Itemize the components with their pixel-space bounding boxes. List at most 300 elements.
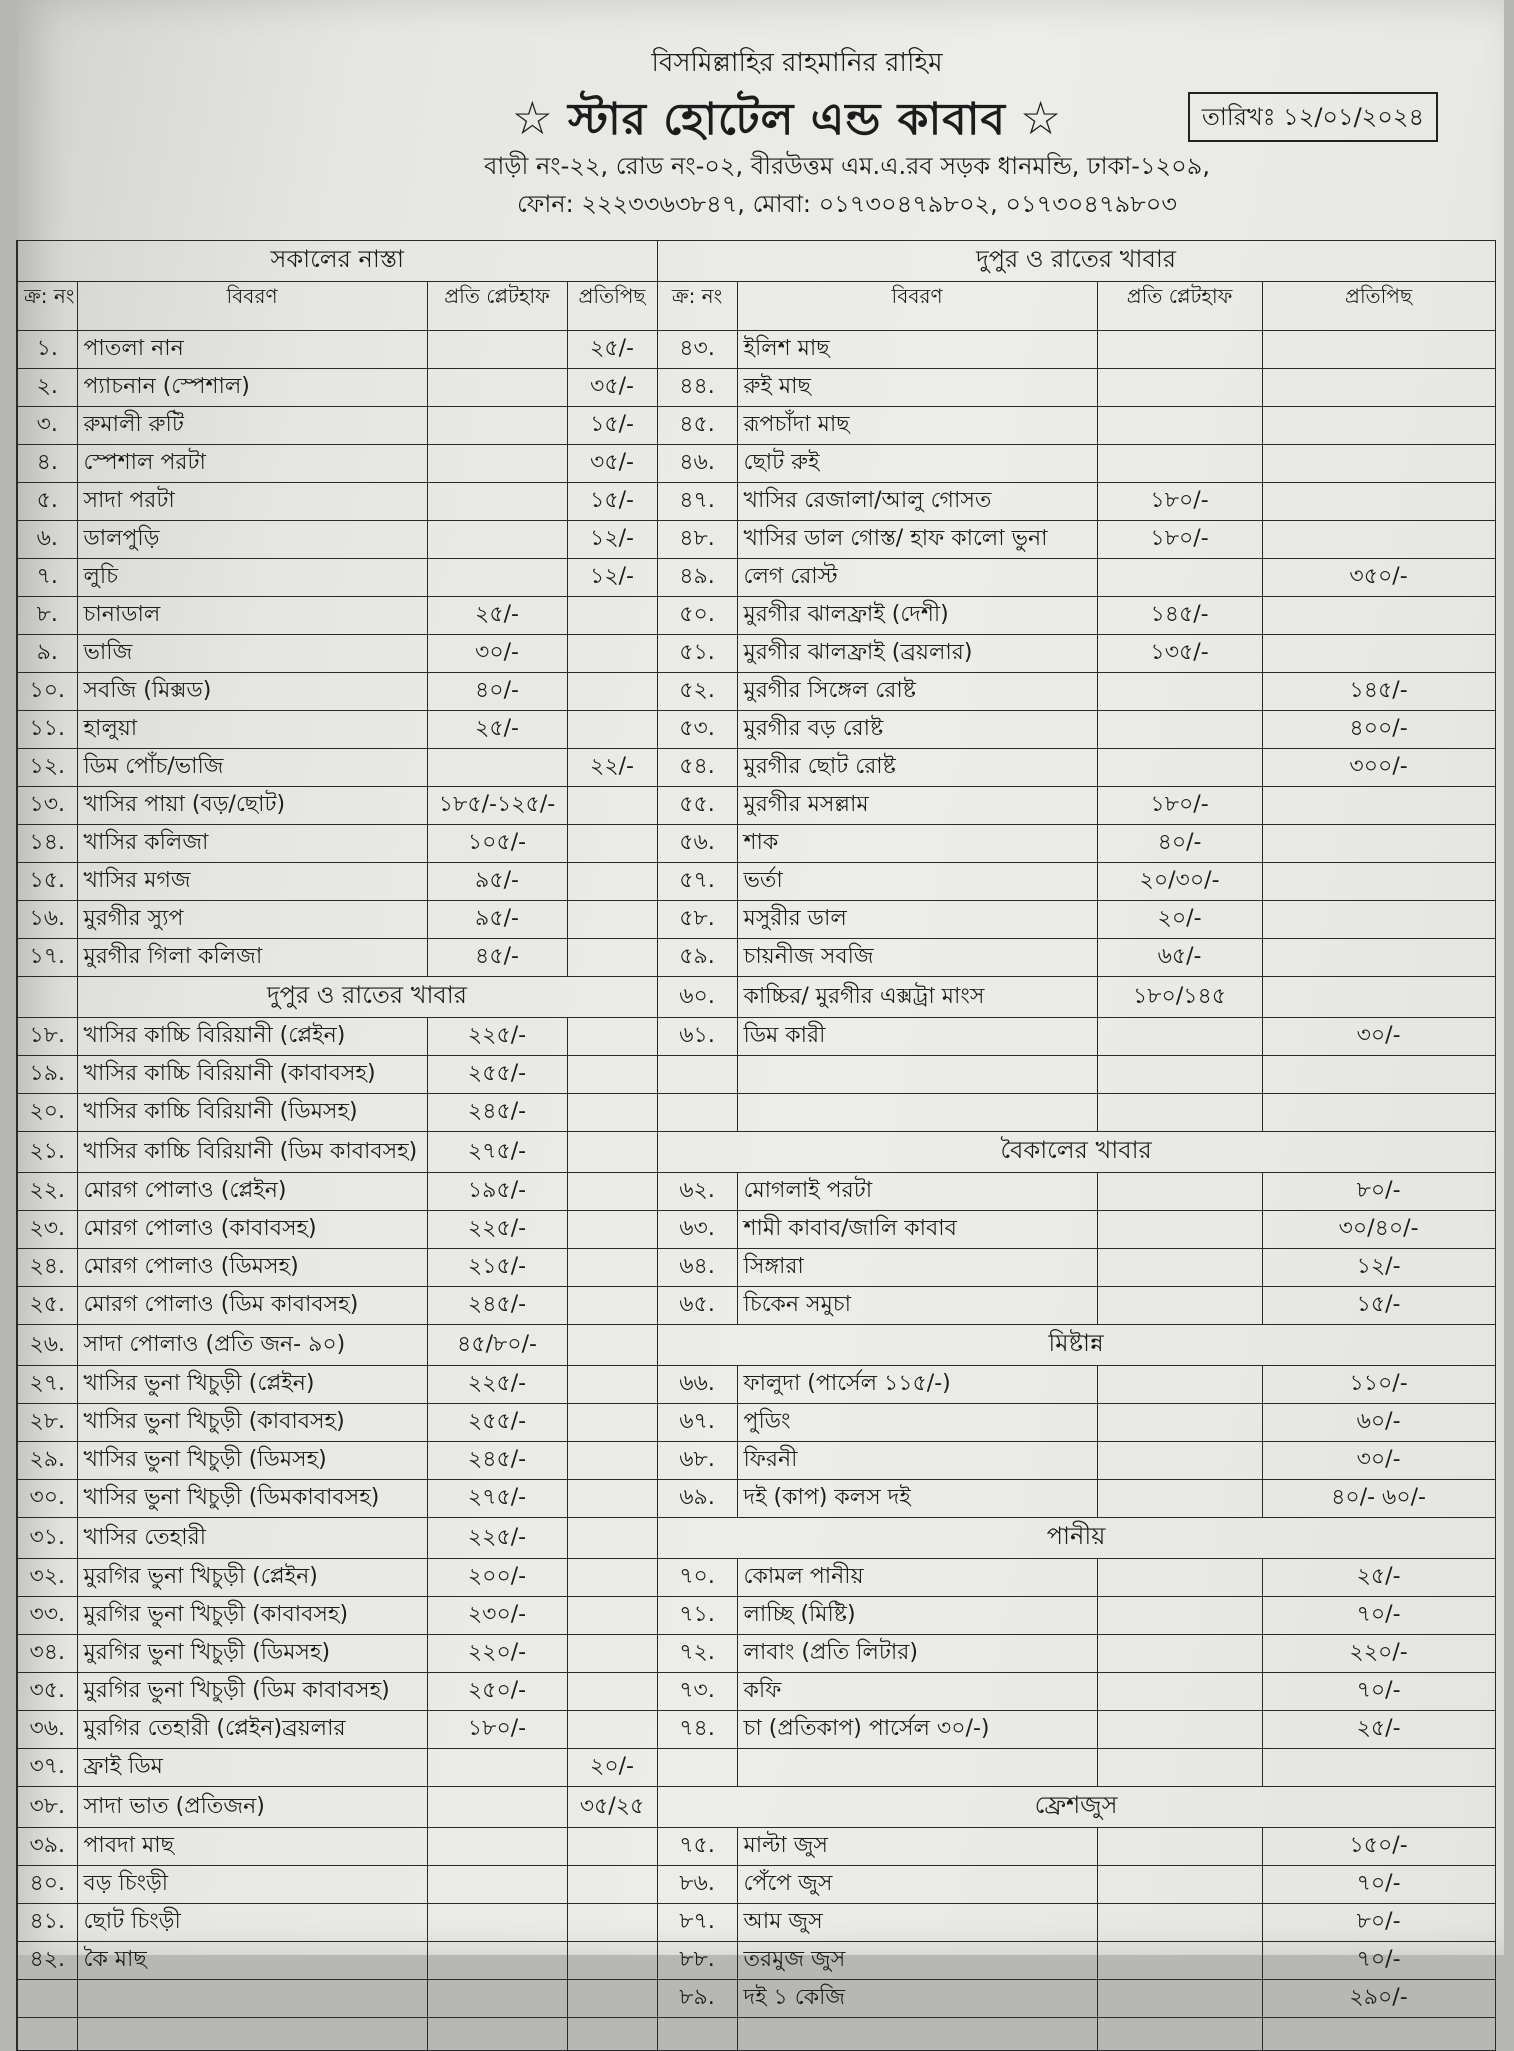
price-per-plate <box>427 521 567 559</box>
price-per-piece <box>567 1018 657 1056</box>
price-per-plate-right <box>1097 1249 1262 1287</box>
blank-cell <box>77 2018 427 2051</box>
price-per-plate: ২৫৫/- <box>427 1056 567 1094</box>
item-number-right: ৭৩. <box>657 1673 737 1711</box>
item-name-right: লেগ রোস্ট <box>737 559 1097 597</box>
price-per-piece <box>567 635 657 673</box>
bismillah-line: বিসমিল্লাহির রাহমানির রাহিম <box>651 48 943 78</box>
blank-row <box>17 2018 1495 2051</box>
menu-row <box>17 1094 1495 1132</box>
item-name: ডিম পোঁচ/ভাজি <box>77 749 427 787</box>
item-name-right: ফিরনী <box>737 1442 1097 1480</box>
price-per-piece-right <box>1262 1094 1495 1132</box>
price-per-piece-right <box>1262 369 1495 407</box>
section-header-row <box>17 241 1495 282</box>
item-number: ১৯. <box>17 1056 77 1094</box>
price-per-plate-right <box>1097 331 1262 369</box>
menu-row <box>17 1828 1495 1866</box>
price-per-piece: ৩৫/- <box>567 445 657 483</box>
price-per-piece-right: ৬০/- <box>1262 1404 1495 1442</box>
menu-row <box>17 559 1495 597</box>
item-name-right: মুরগীর বড় রোষ্ট <box>737 711 1097 749</box>
price-per-piece <box>567 1828 657 1866</box>
price-per-piece-right: ৮০/- <box>1262 1173 1495 1211</box>
address: বাড়ী নং-২২, রোড নং-০২, বীরউত্তম এম.এ.রব সড়ক ধানমন্ডি, ঢাকা-১২০৯, <box>484 152 1210 180</box>
price-per-plate-right <box>1097 1942 1262 1980</box>
price-per-plate-right <box>1097 445 1262 483</box>
menu-row <box>17 1132 1495 1173</box>
item-number-right: ৬৫. <box>657 1287 737 1325</box>
price-per-plate: ৩০/- <box>427 635 567 673</box>
price-per-plate-right: ৪০/- <box>1097 825 1262 863</box>
item-name: হালুয়া <box>77 711 427 749</box>
menu-row <box>17 1597 1495 1635</box>
price-per-plate: ২৫৫/- <box>427 1404 567 1442</box>
price-per-piece-right: ৩০/- <box>1262 1018 1495 1056</box>
item-name: মুরগীর স্যুপ <box>77 901 427 939</box>
price-per-plate-right: ২০/৩০/- <box>1097 863 1262 901</box>
price-per-plate-right <box>1097 1559 1262 1597</box>
item-number: ২৭. <box>17 1366 77 1404</box>
item-number-right: ৫৮. <box>657 901 737 939</box>
item-name: মোরগ পোলাও (ডিম কাবাবসহ) <box>77 1287 427 1325</box>
item-name-right: ফালুদা (পার্সেল ১১৫/-) <box>737 1366 1097 1404</box>
item-name: খাসির কলিজা <box>77 825 427 863</box>
menu-row <box>17 787 1495 825</box>
item-name-right: শাক <box>737 825 1097 863</box>
item-number: ৩১. <box>17 1518 77 1559</box>
price-per-piece-right <box>1262 445 1495 483</box>
item-number: ৩০. <box>17 1480 77 1518</box>
price-per-piece-right: ৭০/- <box>1262 1673 1495 1711</box>
item-number-right: ৮৯. <box>657 1980 737 2018</box>
item-name: পাবদা মাছ <box>77 1828 427 1866</box>
menu-row <box>17 1325 1495 1366</box>
price-per-piece-right: ১২/- <box>1262 1249 1495 1287</box>
price-per-plate: ২৪৫/- <box>427 1442 567 1480</box>
price-per-plate <box>427 559 567 597</box>
section-breakfast: সকালের নাস্তা <box>17 241 657 282</box>
item-name-right: কাচ্চির/ মুরগীর এক্সট্রা মাংস <box>737 977 1097 1018</box>
item-name-right: দই ১ কেজি <box>737 1980 1097 2018</box>
price-per-plate-right <box>1097 673 1262 711</box>
item-number-right: ৬২. <box>657 1173 737 1211</box>
price-per-piece: ২৫/- <box>567 331 657 369</box>
price-per-piece <box>567 1366 657 1404</box>
price-per-plate-right <box>1097 1635 1262 1673</box>
menu-row <box>17 1404 1495 1442</box>
item-name-right: কোমল পানীয় <box>737 1559 1097 1597</box>
menu-row <box>17 711 1495 749</box>
price-per-piece-right: ১৫০/- <box>1262 1828 1495 1866</box>
item-number-right: ৫৬. <box>657 825 737 863</box>
price-per-piece-right <box>1262 331 1495 369</box>
price-per-plate: ২২৫/- <box>427 1211 567 1249</box>
item-number: ১৩. <box>17 787 77 825</box>
price-per-piece <box>567 1866 657 1904</box>
item-name-right: চিকেন সমুচা <box>737 1287 1097 1325</box>
item-number-right: ৭০. <box>657 1559 737 1597</box>
item-name: খাসির ভুনা খিচুড়ী (প্লেইন) <box>77 1366 427 1404</box>
menu-row <box>17 597 1495 635</box>
price-per-plate <box>427 1866 567 1904</box>
menu-row <box>17 1480 1495 1518</box>
menu-row <box>17 673 1495 711</box>
item-number-right: ৪৪. <box>657 369 737 407</box>
price-per-plate-right <box>1097 407 1262 445</box>
price-per-piece-right: ৩০/৪০/- <box>1262 1211 1495 1249</box>
item-number-right <box>657 1749 737 1787</box>
price-per-piece <box>567 825 657 863</box>
price-per-piece <box>567 711 657 749</box>
price-per-plate-right <box>1097 1094 1262 1132</box>
menu-row <box>17 1287 1495 1325</box>
price-per-piece-right: ২৯০/- <box>1262 1980 1495 2018</box>
item-number: ৩৮. <box>17 1787 77 1828</box>
section-title-left: দুপুর ও রাতের খাবার <box>77 977 657 1018</box>
price-per-plate-right <box>1097 1018 1262 1056</box>
menu-row <box>17 1673 1495 1711</box>
price-per-piece <box>567 1597 657 1635</box>
price-per-piece <box>567 1673 657 1711</box>
price-per-plate: ২২০/- <box>427 1635 567 1673</box>
menu-row <box>17 1749 1495 1787</box>
price-per-plate-right <box>1097 1366 1262 1404</box>
item-number: ২. <box>17 369 77 407</box>
item-number: ৬. <box>17 521 77 559</box>
price-per-piece-right: ২৫/- <box>1262 1559 1495 1597</box>
item-name: মুরগির ভুনা খিচুড়ী (ডিমসহ) <box>77 1635 427 1673</box>
item-number-right: ৬৯. <box>657 1480 737 1518</box>
item-number-right: ৭১. <box>657 1597 737 1635</box>
price-per-piece <box>567 787 657 825</box>
item-number: ২৮. <box>17 1404 77 1442</box>
price-per-plate: ২২৫/- <box>427 1366 567 1404</box>
menu-row <box>17 939 1495 977</box>
item-name: সাদা ভাত (প্রতিজন) <box>77 1787 427 1828</box>
item-number-right: ৬৭. <box>657 1404 737 1442</box>
menu-table <box>16 240 1496 2051</box>
price-per-piece-right: ৩০/- <box>1262 1442 1495 1480</box>
item-name: মোরগ পোলাও (কাবাবসহ) <box>77 1211 427 1249</box>
item-number-right: ৪৯. <box>657 559 737 597</box>
price-per-plate: ২৫০/- <box>427 1673 567 1711</box>
section-title-right: পানীয় <box>657 1518 1495 1559</box>
item-number-right: ৫৩. <box>657 711 737 749</box>
item-name-right: ভর্তা <box>737 863 1097 901</box>
item-name-right: ছোট রুই <box>737 445 1097 483</box>
item-number-right: ৫০. <box>657 597 737 635</box>
menu-row <box>17 1942 1495 1980</box>
item-number: ১০. <box>17 673 77 711</box>
item-number-right: ৫৯. <box>657 939 737 977</box>
item-name: খাসির ভুনা খিচুড়ী (ডিমকাবাবসহ) <box>77 1480 427 1518</box>
item-name: খাসির পায়া (বড়/ছোট) <box>77 787 427 825</box>
price-per-plate-right <box>1097 1828 1262 1866</box>
item-name-right: মুরগীর সিঙ্গেল রোষ্ট <box>737 673 1097 711</box>
item-number: ২৩. <box>17 1211 77 1249</box>
item-name-right: দই (কাপ) কলস দই <box>737 1480 1097 1518</box>
price-per-piece <box>567 1442 657 1480</box>
item-name: পাতলা নান <box>77 331 427 369</box>
price-per-piece: ১২/- <box>567 521 657 559</box>
item-name-right: সিঙ্গারা <box>737 1249 1097 1287</box>
item-number-right: ৫৪. <box>657 749 737 787</box>
item-name: মুরগির ভুনা খিচুড়ী (প্লেইন) <box>77 1559 427 1597</box>
item-name-right: মুরগীর ঝালফ্রাই (ব্রয়লার) <box>737 635 1097 673</box>
item-name-right: ইলিশ মাছ <box>737 331 1097 369</box>
price-per-plate-right <box>1097 1404 1262 1442</box>
price-per-plate: ৪৫/- <box>427 939 567 977</box>
menu-row <box>17 1366 1495 1404</box>
item-number: ২০. <box>17 1094 77 1132</box>
item-number: ১৬. <box>17 901 77 939</box>
item-name: সাদা পোলাও (প্রতি জন- ৯০) <box>77 1325 427 1366</box>
item-name-right: মোগলাই পরটা <box>737 1173 1097 1211</box>
item-name: ভাজি <box>77 635 427 673</box>
item-number: ৩৪. <box>17 1635 77 1673</box>
item-number-right: ৪৬. <box>657 445 737 483</box>
price-per-plate: ৯৫/- <box>427 901 567 939</box>
item-number-right: ৬০. <box>657 977 737 1018</box>
price-per-plate: ১৮০/- <box>427 1711 567 1749</box>
item-name-right: খাসির রেজালা/আলু গোসত <box>737 483 1097 521</box>
item-number: ৩৭. <box>17 1749 77 1787</box>
column-header-row <box>17 282 1495 331</box>
blank-cell <box>737 2018 1097 2051</box>
item-number-right: ৭৪. <box>657 1711 737 1749</box>
item-number-right: ৫১. <box>657 635 737 673</box>
price-per-piece <box>567 1325 657 1366</box>
menu-row <box>17 863 1495 901</box>
menu-row <box>17 635 1495 673</box>
item-number-right: ৫২. <box>657 673 737 711</box>
price-per-piece <box>567 597 657 635</box>
section-lunch-dinner: দুপুর ও রাতের খাবার <box>657 241 1495 282</box>
item-name: খাসির ভুনা খিচুড়ী (ডিমসহ) <box>77 1442 427 1480</box>
menu-row <box>17 369 1495 407</box>
price-per-plate: ৪৫/৮০/- <box>427 1325 567 1366</box>
price-per-plate <box>427 1787 567 1828</box>
col-per-plate: প্রতি প্লেটহাফ <box>427 282 567 331</box>
item-number: ৪২. <box>17 1942 77 1980</box>
item-name: খাসির তেহারী <box>77 1518 427 1559</box>
item-number-right: ৭২. <box>657 1635 737 1673</box>
price-per-plate-right <box>1097 1711 1262 1749</box>
price-per-plate-right <box>1097 369 1262 407</box>
price-per-piece <box>567 939 657 977</box>
col-per-piece: প্রতিপিছ <box>567 282 657 331</box>
item-number-right: ৬১. <box>657 1018 737 1056</box>
item-name-right: খাসির ডাল গোস্ত/ হাফ কালো ভুনা <box>737 521 1097 559</box>
item-name <box>77 1980 427 2018</box>
menu-row <box>17 331 1495 369</box>
item-number: ১৫. <box>17 863 77 901</box>
item-name: মোরগ পোলাও (ডিমসহ) <box>77 1249 427 1287</box>
blank-cell <box>567 2018 657 2051</box>
item-number: ১২. <box>17 749 77 787</box>
item-number: ২৪. <box>17 1249 77 1287</box>
price-per-plate: ৪০/- <box>427 673 567 711</box>
price-per-plate-right: ১৮০/- <box>1097 483 1262 521</box>
price-per-plate-right <box>1097 559 1262 597</box>
item-name-right: তরমুজ জুস <box>737 1942 1097 1980</box>
price-per-plate-right <box>1097 1480 1262 1518</box>
section-title-right: মিষ্টান্ন <box>657 1325 1495 1366</box>
item-name: সাদা পরটা <box>77 483 427 521</box>
item-number: ৩৩. <box>17 1597 77 1635</box>
item-number-right <box>657 1056 737 1094</box>
item-number: ৯. <box>17 635 77 673</box>
price-per-piece <box>567 1287 657 1325</box>
price-per-plate: ১০৫/- <box>427 825 567 863</box>
price-per-plate-right <box>1097 749 1262 787</box>
price-per-plate: ২৫/- <box>427 711 567 749</box>
section-title-right: বৈকালের খাবার <box>657 1132 1495 1173</box>
menu-row <box>17 1559 1495 1597</box>
price-per-piece <box>567 1132 657 1173</box>
item-name-right: লাচ্ছি (মিষ্টি) <box>737 1597 1097 1635</box>
item-number: ১৮. <box>17 1018 77 1056</box>
price-per-plate-right <box>1097 1904 1262 1942</box>
price-per-piece <box>567 1056 657 1094</box>
price-per-piece-right: ৭০/- <box>1262 1942 1495 1980</box>
price-per-plate: ২৫/- <box>427 597 567 635</box>
price-per-piece <box>567 1480 657 1518</box>
price-per-piece-right <box>1262 1749 1495 1787</box>
price-per-piece: ২২/- <box>567 749 657 787</box>
item-number-right: ৬৩. <box>657 1211 737 1249</box>
item-number: ১১. <box>17 711 77 749</box>
item-name-right: রূপচাঁদা মাছ <box>737 407 1097 445</box>
price-per-piece <box>567 901 657 939</box>
price-per-piece <box>567 673 657 711</box>
price-per-piece-right <box>1262 787 1495 825</box>
item-name: মুরগীর গিলা কলিজা <box>77 939 427 977</box>
price-per-plate-right <box>1097 1597 1262 1635</box>
date-box: তারিখঃ ১২/০১/২০২৪ <box>1188 92 1438 142</box>
item-number-right: ৪৩. <box>657 331 737 369</box>
item-name: মুরগির ভুনা খিচুড়ী (ডিম কাবাবসহ) <box>77 1673 427 1711</box>
item-name: ডালপুড়ি <box>77 521 427 559</box>
item-number: ৪. <box>17 445 77 483</box>
price-per-plate: ১৮৫/-১২৫/- <box>427 787 567 825</box>
price-per-plate: ২৪৫/- <box>427 1287 567 1325</box>
price-per-plate-right <box>1097 1980 1262 2018</box>
item-name: রুমালী রুটি <box>77 407 427 445</box>
item-number: ৮. <box>17 597 77 635</box>
price-per-piece-right <box>1262 901 1495 939</box>
price-per-piece-right: ১৫/- <box>1262 1287 1495 1325</box>
menu-row <box>17 1787 1495 1828</box>
price-per-piece <box>567 1173 657 1211</box>
item-name: ফ্রাই ডিম <box>77 1749 427 1787</box>
item-name-right: আম জুস <box>737 1904 1097 1942</box>
item-number-right: ৫৫. <box>657 787 737 825</box>
menu-row <box>17 1866 1495 1904</box>
menu-row <box>17 445 1495 483</box>
blank-cell <box>427 2018 567 2051</box>
col-no-right: ক্র: নং <box>657 282 737 331</box>
item-number: ৩. <box>17 407 77 445</box>
price-per-piece <box>567 1559 657 1597</box>
item-number: ৫. <box>17 483 77 521</box>
item-name-right: রুই মাছ <box>737 369 1097 407</box>
price-per-piece <box>567 1404 657 1442</box>
price-per-piece-right <box>1262 939 1495 977</box>
price-per-plate-right: ১৮০/- <box>1097 787 1262 825</box>
price-per-piece-right: ২২০/- <box>1262 1635 1495 1673</box>
item-name: মুরগির তেহারী (প্লেইন)ব্রয়লার <box>77 1711 427 1749</box>
price-per-piece-right: ৩০০/- <box>1262 749 1495 787</box>
item-name: খাসির ভুনা খিচুড়ী (কাবাবসহ) <box>77 1404 427 1442</box>
price-per-piece: ২০/- <box>567 1749 657 1787</box>
item-name: বড় চিংড়ী <box>77 1866 427 1904</box>
price-per-plate <box>427 407 567 445</box>
price-per-piece <box>567 1711 657 1749</box>
price-per-plate-right <box>1097 1866 1262 1904</box>
price-per-plate-right: ২০/- <box>1097 901 1262 939</box>
item-number-right: ৬৮. <box>657 1442 737 1480</box>
price-per-plate: ২২৫/- <box>427 1018 567 1056</box>
item-number-right: ৪৫. <box>657 407 737 445</box>
item-number-right: ৫৭. <box>657 863 737 901</box>
price-per-piece <box>567 1980 657 2018</box>
col-desc: বিবরণ <box>77 282 427 331</box>
item-name-right <box>737 1056 1097 1094</box>
price-per-plate-right <box>1097 1673 1262 1711</box>
price-per-plate-right: ১৩৫/- <box>1097 635 1262 673</box>
price-per-piece: ৩৫/২৫ <box>567 1787 657 1828</box>
item-name: খাসির কাচ্চি বিরিয়ানী (প্লেইন) <box>77 1018 427 1056</box>
price-per-plate: ২০০/- <box>427 1559 567 1597</box>
item-name: খাসির কাচ্চি বিরিয়ানী (কাবাবসহ) <box>77 1056 427 1094</box>
menu-row <box>17 407 1495 445</box>
price-per-plate <box>427 331 567 369</box>
price-per-piece: ৩৫/- <box>567 369 657 407</box>
price-per-piece <box>567 863 657 901</box>
item-name-right: লাবাং (প্রতি লিটার) <box>737 1635 1097 1673</box>
price-per-plate <box>427 1980 567 2018</box>
price-per-piece-right <box>1262 825 1495 863</box>
price-per-plate-right <box>1097 1442 1262 1480</box>
menu-row <box>17 1635 1495 1673</box>
item-name: লুচি <box>77 559 427 597</box>
price-per-plate <box>427 1942 567 1980</box>
item-name-right: চা (প্রতিকাপ) পার্সেল ৩০/-) <box>737 1711 1097 1749</box>
price-per-piece: ১২/- <box>567 559 657 597</box>
price-per-plate <box>427 1828 567 1866</box>
item-number-right: ৭৫. <box>657 1828 737 1866</box>
item-name-right: ডিম কারী <box>737 1018 1097 1056</box>
menu-row <box>17 1442 1495 1480</box>
price-per-plate-right <box>1097 1173 1262 1211</box>
item-number: ৭. <box>17 559 77 597</box>
price-per-piece-right <box>1262 863 1495 901</box>
price-per-plate: ২২৫/- <box>427 1518 567 1559</box>
menu-row <box>17 1711 1495 1749</box>
price-per-plate: ২৭৫/- <box>427 1132 567 1173</box>
price-per-plate <box>427 1749 567 1787</box>
price-per-plate: ২৩০/- <box>427 1597 567 1635</box>
price-per-piece <box>567 1904 657 1942</box>
item-name-right: মুরগীর মসল্লাম <box>737 787 1097 825</box>
price-per-piece <box>567 1211 657 1249</box>
price-per-plate <box>427 1904 567 1942</box>
blank-cell <box>1097 2018 1262 2051</box>
price-per-piece-right: ১১০/- <box>1262 1366 1495 1404</box>
menu-row <box>17 1980 1495 2018</box>
